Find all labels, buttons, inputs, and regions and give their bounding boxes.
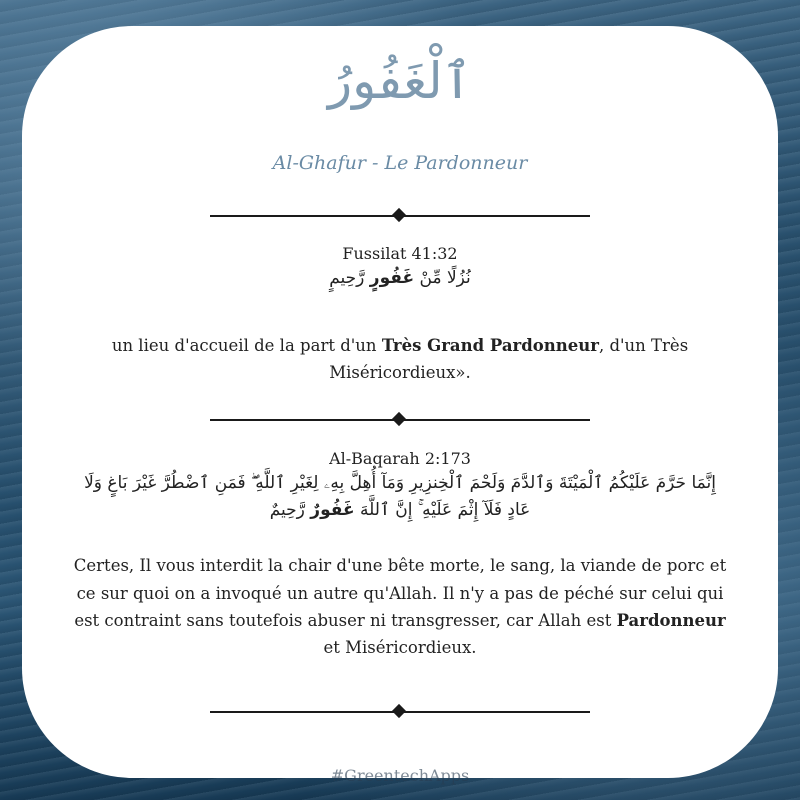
verse-section-2 [70,449,730,661]
divider [210,711,590,713]
translation-highlight: Pardonneur [616,610,726,630]
arabic-text: رَّحِيمٌ [269,500,311,521]
translation-highlight: Très Grand Pardonneur [381,336,599,356]
arabic-verse [70,470,730,524]
arabic-text: نُزُلًا مِّنْ [414,268,471,288]
arabic-name-title: ٱلْغَفُورُ [328,52,472,110]
verse-section-1 [60,244,740,387]
french-translation [70,552,730,661]
verse-reference: Fussilat 41:32 [342,244,458,263]
french-translation [60,332,740,386]
translation-text: Certes, Il vous interdit la chair d'une bête morte, le sang, la viande de porc et ce sur quoi on a invoqué un autre qu'Allah. Il n'y a pas de péché sur celui qui est contraint sans toutefois abuser ni transgresser, car Allah est [73,556,727,630]
verse-reference: Al-Baqarah 2:173 [329,449,471,468]
arabic-text: إِنَّمَا حَرَّمَ عَلَيْكُمُ ٱلْمَيْتَةَ وَٱلدَّمَ وَلَحْمَ ٱلْخِنزِيرِ وَمَآ أُهِلَّ بِهِۦ لِغَيْرِ ٱللَّهِ ۖ فَمَنِ ٱضْطُرَّ غَيْرَ بَاغٍ وَلَا عَادٍ فَلَآ إِثْمَ عَلَيْهِ ۚ إِنَّ ٱللَّهَ [84,473,716,521]
arabic-highlight: غَفُورٍ [369,268,415,288]
name-subtitle: Al-Ghafur - Le Pardonneur [272,152,528,174]
watermark-hashtag: #GreentechApps [330,766,470,785]
translation-text: , d'un Très Miséricordieux». [329,336,689,383]
translation-text: et Miséricordieux. [323,638,477,658]
arabic-verse [60,265,740,292]
arabic-highlight: غَفُورٌ [310,500,355,521]
translation-text: un lieu d'accueil de la part d'un [111,336,382,356]
content-card [22,26,778,778]
divider [210,215,590,217]
arabic-text: رَّحِيمٍ [329,268,370,288]
divider [210,419,590,421]
